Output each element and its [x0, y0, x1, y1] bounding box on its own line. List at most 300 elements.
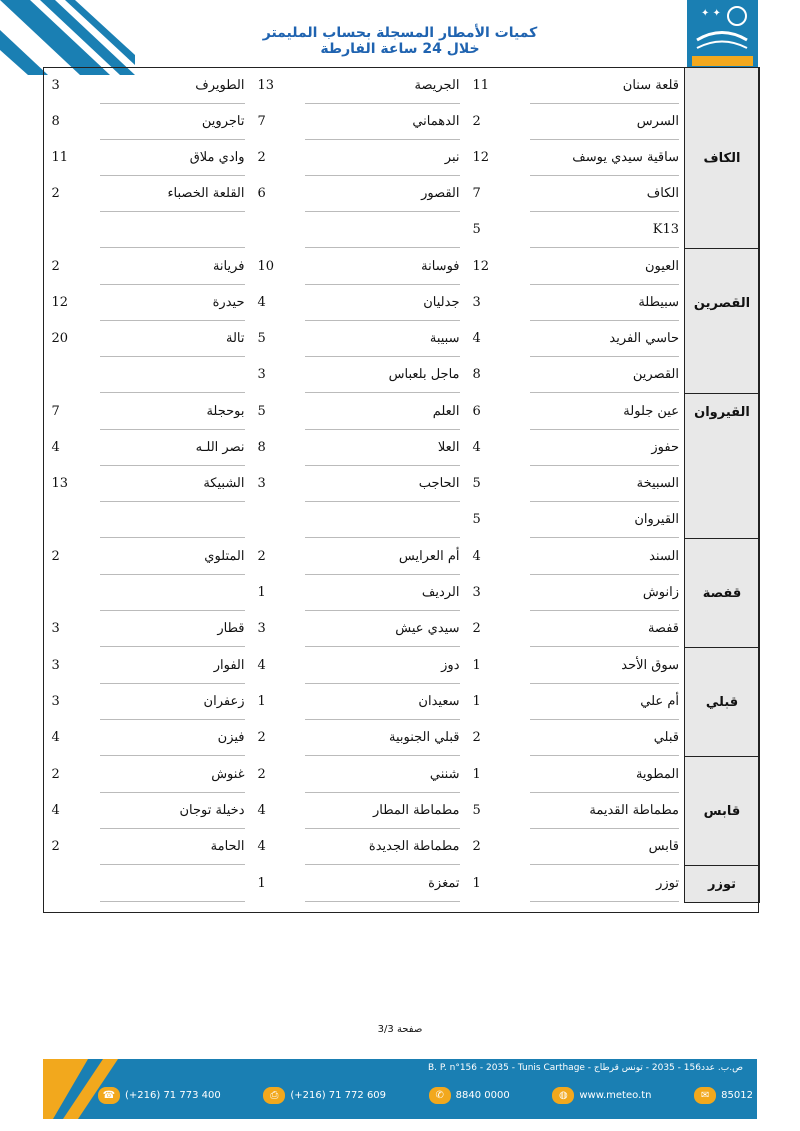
- table-row: [44, 502, 760, 539]
- rainfall-mm: 2: [51, 766, 60, 782]
- rainfall-mm: 2: [51, 258, 60, 274]
- station-label: سيدي عيش: [305, 621, 460, 647]
- footer: [43, 1059, 757, 1119]
- rainfall-mm: 3: [472, 585, 481, 600]
- station-name: [295, 394, 465, 431]
- rainfall-value: [44, 720, 90, 757]
- rainfall-value: [44, 684, 90, 720]
- station-name: [90, 140, 250, 176]
- station-label: [305, 222, 460, 248]
- rainfall-value: [250, 104, 295, 140]
- table-row: [44, 829, 760, 866]
- rainfall-value: [250, 249, 295, 286]
- rainfall-mm: 4: [257, 657, 266, 673]
- rainfall-value: [250, 684, 295, 720]
- sms-icon: ✉: [694, 1087, 716, 1104]
- station-name: [295, 321, 465, 357]
- governorate-cell: القصرين: [685, 285, 760, 321]
- rainfall-mm: 1: [257, 585, 266, 600]
- station-label: ماجل بلعباس: [305, 367, 460, 393]
- station-name: [295, 466, 465, 502]
- station-name: [295, 212, 465, 249]
- station-label: سبيطلة: [530, 295, 679, 321]
- station-name: [520, 829, 685, 866]
- rainfall-value: [250, 793, 295, 829]
- rainfall-mm: 7: [472, 186, 481, 201]
- governorate-cell: قفصة: [685, 575, 760, 611]
- station-name: [295, 793, 465, 829]
- governorate-cell: [685, 539, 760, 576]
- table-row: [44, 357, 760, 394]
- station-label: الفوار: [100, 658, 245, 684]
- station-name: [295, 684, 465, 720]
- rainfall-table: [43, 67, 760, 903]
- rainfall-mm: 10: [257, 258, 275, 274]
- rainfall-mm: 3: [51, 621, 60, 636]
- station-label: السرس: [530, 114, 679, 140]
- station-label: السبيخة: [530, 476, 679, 502]
- station-label: نبر: [305, 150, 460, 176]
- station-name: [90, 285, 250, 321]
- footer-fax: ⎙ (+216) 71 772 609: [263, 1087, 386, 1104]
- rainfall-mm: 5: [472, 512, 481, 527]
- rainfall-value: [250, 176, 295, 212]
- rainfall-mm: 4: [472, 331, 481, 346]
- station-label: قطار: [100, 621, 245, 647]
- station-name: [520, 430, 685, 466]
- station-name: [520, 611, 685, 648]
- station-name: [295, 611, 465, 648]
- station-label: ساقية سيدي يوسف: [530, 150, 679, 176]
- table-row: [44, 68, 760, 105]
- station-name: [520, 68, 685, 105]
- rainfall-value: [44, 757, 90, 794]
- station-name: [295, 357, 465, 394]
- rainfall-mm: 5: [472, 476, 481, 491]
- footer-address: B. P. n°156 - 2035 - Tunis Carthage - ص.ب. عدد156 - 2035 - تونس قرطاج: [427, 1063, 743, 1073]
- governorate-cell: [685, 720, 760, 757]
- rainfall-mm: 4: [257, 295, 266, 310]
- station-label: [100, 512, 245, 538]
- table-row: [44, 212, 760, 249]
- rainfall-mm: 4: [257, 839, 266, 854]
- station-name: [520, 285, 685, 321]
- station-name: [90, 611, 250, 648]
- station-name: [90, 502, 250, 539]
- station-name: [295, 648, 465, 685]
- footer-green-number: ✆ 8840 0000: [429, 1087, 510, 1104]
- station-name: [90, 357, 250, 394]
- rainfall-mm: 12: [472, 150, 490, 165]
- rainfall-value: [44, 140, 90, 176]
- rainfall-value: [250, 68, 295, 105]
- rainfall-mm: 1: [472, 694, 481, 709]
- rainfall-value: [465, 648, 520, 685]
- station-label: تمغزة: [305, 876, 460, 902]
- station-name: [295, 285, 465, 321]
- station-label: فوسانة: [305, 259, 460, 285]
- station-name: [520, 176, 685, 212]
- rainfall-mm: 5: [257, 403, 266, 419]
- rainfall-value: [465, 430, 520, 466]
- station-label: [305, 512, 460, 538]
- rainfall-mm: 3: [257, 367, 266, 382]
- rainfall-mm: 2: [472, 114, 481, 129]
- table-row: [44, 575, 760, 611]
- rainfall-value: [465, 611, 520, 648]
- rainfall-value: [465, 720, 520, 757]
- station-label: تاجروين: [100, 114, 245, 140]
- rainfall-value: [44, 502, 90, 539]
- station-name: [295, 430, 465, 466]
- rainfall-mm: 4: [51, 730, 60, 745]
- station-name: [520, 575, 685, 611]
- rainfall-mm: 2: [257, 150, 266, 165]
- station-label: فريانة: [100, 259, 245, 285]
- station-label: مطماطة المطار: [305, 803, 460, 829]
- governorate-cell: الكاف: [685, 140, 760, 176]
- station-label: العيون: [530, 259, 679, 285]
- rainfall-mm: 4: [51, 803, 60, 818]
- rainfall-value: [44, 394, 90, 431]
- station-name: [295, 140, 465, 176]
- station-name: [90, 539, 250, 576]
- rainfall-mm: 6: [257, 186, 266, 201]
- governorate-cell: [685, 757, 760, 794]
- station-name: [520, 648, 685, 685]
- station-label: الشبيكة: [100, 476, 245, 502]
- rainfall-value: [44, 321, 90, 357]
- rainfall-mm: 11: [472, 77, 490, 93]
- rainfall-mm: 8: [472, 367, 481, 382]
- rainfall-mm: 2: [257, 766, 266, 782]
- governorate-cell: [685, 212, 760, 249]
- table-row: [44, 466, 760, 502]
- rainfall-mm: 2: [51, 186, 60, 201]
- rainfall-mm: 12: [472, 258, 490, 274]
- table-row: [44, 430, 760, 466]
- rainfall-value: [465, 684, 520, 720]
- station-label: [100, 585, 245, 611]
- station-label: مطماطة القديمة: [530, 803, 679, 829]
- rainfall-mm: 3: [51, 77, 60, 93]
- station-name: [520, 684, 685, 720]
- rainfall-mm: 4: [472, 548, 481, 564]
- rainfall-value: [465, 575, 520, 611]
- rainfall-value: [250, 357, 295, 394]
- station-name: [520, 539, 685, 576]
- station-label: الكاف: [530, 186, 679, 212]
- rainfall-mm: 8: [257, 440, 266, 455]
- station-name: [90, 866, 250, 903]
- rainfall-value: [44, 249, 90, 286]
- station-name: [295, 176, 465, 212]
- rainfall-mm: 5: [472, 803, 481, 818]
- table-row: [44, 249, 760, 286]
- station-name: [295, 104, 465, 140]
- station-label: العلم: [305, 404, 460, 430]
- station-label: أم علي: [530, 694, 679, 720]
- station-name: [520, 104, 685, 140]
- rainfall-value: [250, 321, 295, 357]
- station-label: [100, 367, 245, 393]
- rainfall-value: [250, 430, 295, 466]
- footer-phone: ☎ (+216) 71 773 400: [98, 1087, 221, 1104]
- rainfall-mm: 1: [257, 875, 266, 891]
- table-row: [44, 720, 760, 757]
- globe-icon: ◍: [552, 1087, 574, 1104]
- station-name: [520, 720, 685, 757]
- table-row: [44, 285, 760, 321]
- station-name: [90, 212, 250, 249]
- rainfall-mm: 1: [472, 766, 481, 782]
- governorate-cell: [685, 502, 760, 539]
- footer-website: ◍ www.meteo.tn: [552, 1087, 651, 1104]
- station-name: [90, 829, 250, 866]
- rainfall-mm: 5: [257, 331, 266, 346]
- rainfall-value: [250, 611, 295, 648]
- governorate-cell: القيروان: [685, 394, 760, 431]
- station-name: [90, 684, 250, 720]
- rainfall-value: [465, 793, 520, 829]
- station-label: القلعة الخصباء: [100, 186, 245, 212]
- governorate-cell: قبلي: [685, 684, 760, 720]
- station-name: [295, 720, 465, 757]
- rainfall-mm: 6: [472, 403, 481, 419]
- station-label: أم العرايس: [305, 549, 460, 575]
- rainfall-mm: 4: [257, 803, 266, 818]
- rainfall-mm: 11: [51, 150, 69, 165]
- station-label: غنوش: [100, 767, 245, 793]
- station-name: [90, 757, 250, 794]
- station-label: سوق الأحد: [530, 658, 679, 684]
- governorate-cell: [685, 430, 760, 466]
- rainfall-value: [465, 140, 520, 176]
- rainfall-value: [44, 539, 90, 576]
- document-subtitle: خلال 24 ساعة الفارطة: [320, 41, 480, 57]
- station-label: مطماطة الجديدة: [305, 839, 460, 865]
- rainfall-value: [465, 394, 520, 431]
- governorate-cell: [685, 829, 760, 866]
- document-title: كميات الأمطار المسجلة بحساب المليمتر: [262, 25, 538, 41]
- station-name: [90, 720, 250, 757]
- rainfall-value: [250, 866, 295, 903]
- rainfall-value: [44, 68, 90, 105]
- station-label: قفصة: [530, 621, 679, 647]
- governorate-cell: [685, 104, 760, 140]
- station-name: [90, 249, 250, 286]
- rainfall-value: [250, 720, 295, 757]
- rainfall-mm: 3: [257, 621, 266, 636]
- rainfall-value: [465, 176, 520, 212]
- rainfall-value: [250, 502, 295, 539]
- rainfall-mm: 5: [472, 222, 481, 237]
- rainfall-mm: 4: [51, 440, 60, 455]
- rainfall-value: [44, 466, 90, 502]
- governorate-cell: [685, 249, 760, 286]
- fax-icon: ⎙: [263, 1087, 285, 1104]
- rainfall-value: [44, 829, 90, 866]
- rainfall-mm: 2: [472, 839, 481, 854]
- station-label: دخيلة توجان: [100, 803, 245, 829]
- rainfall-value: [44, 575, 90, 611]
- rainfall-mm: 3: [472, 295, 481, 310]
- governorate-cell: [685, 176, 760, 212]
- rainfall-mm: 4: [472, 440, 481, 455]
- governorate-cell: توزر: [685, 866, 760, 903]
- rainfall-mm: 2: [257, 730, 266, 745]
- rainfall-value: [465, 357, 520, 394]
- table-row: [44, 394, 760, 431]
- rainfall-value: [44, 104, 90, 140]
- rainfall-value: [44, 285, 90, 321]
- rainfall-mm: 2: [51, 839, 60, 854]
- footer-sms: ✉ 85012: [694, 1087, 753, 1104]
- rainfall-mm: 13: [51, 476, 69, 491]
- station-name: [520, 394, 685, 431]
- svg-text:✦ ✦: ✦ ✦: [701, 8, 721, 19]
- station-name: [90, 575, 250, 611]
- station-label: القيروان: [530, 512, 679, 538]
- phone-icon: ☎: [98, 1087, 120, 1104]
- station-label: الرديف: [305, 585, 460, 611]
- rainfall-mm: 8: [51, 114, 60, 129]
- station-name: [295, 539, 465, 576]
- station-label: حاسي الفريد: [530, 331, 679, 357]
- station-name: [520, 357, 685, 394]
- station-label: جدليان: [305, 295, 460, 321]
- rainfall-mm: 2: [51, 548, 60, 564]
- station-name: [295, 249, 465, 286]
- rainfall-value: [44, 866, 90, 903]
- rainfall-value: [465, 68, 520, 105]
- station-label: العلا: [305, 440, 460, 466]
- header-stripes-decoration: [0, 0, 135, 75]
- green-number-icon: ✆: [429, 1087, 451, 1104]
- rainfall-mm: 2: [257, 548, 266, 564]
- station-name: [520, 249, 685, 286]
- station-label: المتلوي: [100, 549, 245, 575]
- station-name: [295, 502, 465, 539]
- station-label: [100, 222, 245, 248]
- rainfall-value: [44, 430, 90, 466]
- rainfall-mm: 1: [257, 694, 266, 709]
- station-name: [295, 866, 465, 903]
- station-label: الجريصة: [305, 78, 460, 104]
- station-name: [295, 68, 465, 105]
- station-label: K13: [530, 222, 679, 248]
- table-row: [44, 140, 760, 176]
- station-name: [520, 321, 685, 357]
- rainfall-value: [465, 466, 520, 502]
- rainfall-mm: 1: [472, 657, 481, 673]
- station-label: تالة: [100, 331, 245, 357]
- station-name: [90, 394, 250, 431]
- governorate-cell: [685, 321, 760, 357]
- station-label: عين جلولة: [530, 404, 679, 430]
- rainfall-value: [465, 757, 520, 794]
- rainfall-value: [465, 321, 520, 357]
- rainfall-value: [250, 575, 295, 611]
- table-row: [44, 684, 760, 720]
- table-row: [44, 104, 760, 140]
- station-label: دوز: [305, 658, 460, 684]
- rainfall-value: [250, 539, 295, 576]
- rainfall-mm: 3: [51, 694, 60, 709]
- table-row: [44, 176, 760, 212]
- rainfall-value: [44, 212, 90, 249]
- station-label: نصر اللـه: [100, 440, 245, 466]
- rainfall-value: [250, 394, 295, 431]
- rainfall-mm: 13: [257, 77, 275, 93]
- rainfall-mm: 20: [51, 331, 69, 346]
- rainfall-value: [465, 539, 520, 576]
- table-row: [44, 648, 760, 685]
- table-row: [44, 539, 760, 576]
- station-name: [90, 648, 250, 685]
- station-name: [520, 466, 685, 502]
- station-name: [90, 466, 250, 502]
- rainfall-mm: 2: [472, 730, 481, 745]
- rainfall-value: [44, 793, 90, 829]
- rainfall-mm: 7: [257, 114, 266, 129]
- table-row: [44, 793, 760, 829]
- station-name: [520, 757, 685, 794]
- rainfall-value: [465, 104, 520, 140]
- governorate-cell: [685, 611, 760, 648]
- station-label: بوحجلة: [100, 404, 245, 430]
- station-name: [90, 430, 250, 466]
- station-label: سعيدان: [305, 694, 460, 720]
- station-label: توزر: [530, 876, 680, 902]
- station-label: الحامة: [100, 839, 245, 865]
- station-name: [295, 575, 465, 611]
- station-label: القصرين: [530, 367, 679, 393]
- rainfall-value: [44, 357, 90, 394]
- rainfall-mm: 12: [51, 295, 69, 310]
- rainfall-value: [250, 212, 295, 249]
- station-label: القصور: [305, 186, 460, 212]
- table-row: [44, 757, 760, 794]
- station-label: قلعة سنان: [530, 78, 679, 104]
- rainfall-value: [465, 829, 520, 866]
- station-name: [90, 176, 250, 212]
- station-name: [520, 502, 685, 539]
- rainfall-value: [44, 611, 90, 648]
- station-label: وادي ملاق: [100, 150, 245, 176]
- rainfall-value: [465, 249, 520, 286]
- station-label: فيزن: [100, 730, 245, 756]
- table-row: [44, 866, 760, 903]
- station-name: [90, 104, 250, 140]
- governorate-cell: [685, 466, 760, 502]
- station-name: [295, 829, 465, 866]
- station-label: [100, 876, 245, 902]
- station-label: زانوش: [530, 585, 679, 611]
- rainfall-value: [465, 866, 520, 903]
- rainfall-value: [44, 176, 90, 212]
- rainfall-value: [250, 829, 295, 866]
- rainfall-value: [465, 502, 520, 539]
- page-number: صفحة 3/3: [377, 1024, 423, 1035]
- rainfall-value: [250, 285, 295, 321]
- station-name: [90, 68, 250, 105]
- station-name: [295, 757, 465, 794]
- station-label: سبيبة: [305, 331, 460, 357]
- station-label: حفوز: [530, 440, 679, 466]
- station-label: شنني: [305, 767, 460, 793]
- station-label: زعفران: [100, 694, 245, 720]
